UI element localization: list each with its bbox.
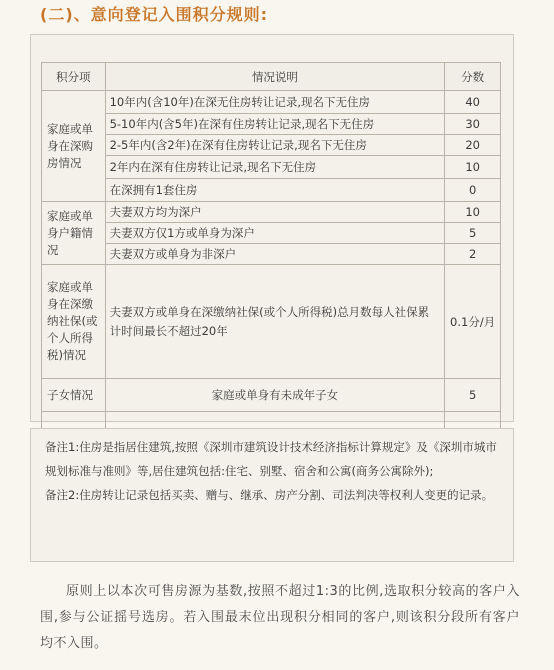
row-score: 0.1分/月: [445, 265, 501, 379]
row-description: 夫妻双方或单身在深缴纳社保(或个人所得税)总月数每人社保累计时间最长不超过20年: [105, 265, 445, 379]
category-housing: 家庭或单身在深购房情况: [42, 91, 106, 202]
table-row: [42, 244, 501, 265]
table-row: [42, 379, 501, 412]
row-description: 5-10年内(含5年)在深有住房转让记录,现名下无住房: [105, 114, 445, 135]
row-score: 5: [445, 223, 501, 244]
table-row: [42, 114, 501, 135]
note-1: 备注1:住房是指居住建筑,按照《深圳市建筑设计技术经济指标计算规定》及《深圳市城市规划标准与准则》等,居住建筑包括:住宅、别墅、宿舍和公寓(商务公寓除外);: [45, 440, 497, 478]
row-description: 10年内(含10年)在深无住房转让记录,现名下无住房: [105, 91, 445, 114]
header-description: 情况说明: [105, 63, 445, 91]
notes-box: [30, 428, 514, 562]
row-description: 2年内在深有住房转让记录,现名下无住房: [105, 156, 445, 179]
row-score: 20: [445, 135, 501, 156]
table-row: [42, 179, 501, 202]
table-row: [42, 135, 501, 156]
row-description: 夫妻双方仅1方或单身为深户: [105, 223, 445, 244]
section-heading: (二)、意向登记入围积分规则:: [40, 5, 269, 24]
row-description: 在深拥有1套住房: [105, 179, 445, 202]
category-children: 子女情况: [42, 379, 106, 412]
header-score: 分数: [445, 63, 501, 91]
header-item: 积分项: [42, 63, 106, 91]
row-description: 2-5年内(含2年)在深有住房转让记录,现名下无住房: [105, 135, 445, 156]
table-row: [42, 156, 501, 179]
row-score: 10: [445, 156, 501, 179]
row-score: 10: [445, 202, 501, 223]
row-score: 5: [445, 379, 501, 412]
rules-paragraph: 原则上以本次可售房源为基数,按照不超过1:3的比例,选取积分较高的客户入围,参与公证摇号选房。若入围最末位出现积分相同的客户,则该积分段所有客户均不入围。: [40, 584, 520, 651]
row-score: 2: [445, 244, 501, 265]
table-row: [42, 265, 501, 379]
category-social-security: 家庭或单身在深缴纳社保(或个人所得税)情况: [42, 265, 106, 379]
rules-table-panel: [30, 34, 514, 422]
row-description: 夫妻双方或单身为非深户: [105, 244, 445, 265]
table-row: [42, 202, 501, 223]
note-2: 备注2:住房转让记录包括买卖、赠与、继承、房产分割、司法判决等权利人变更的记录。: [45, 488, 494, 502]
row-description: 夫妻双方均为深户: [105, 202, 445, 223]
points-rules-table: [41, 62, 501, 434]
table-header-row: [42, 63, 501, 91]
row-score: 40: [445, 91, 501, 114]
row-description: 家庭或单身有未成年子女: [105, 379, 445, 412]
table-row: [42, 91, 501, 114]
category-hukou: 家庭或单身户籍情况: [42, 202, 106, 265]
row-score: 30: [445, 114, 501, 135]
table-row: [42, 223, 501, 244]
row-score: 0: [445, 179, 501, 202]
